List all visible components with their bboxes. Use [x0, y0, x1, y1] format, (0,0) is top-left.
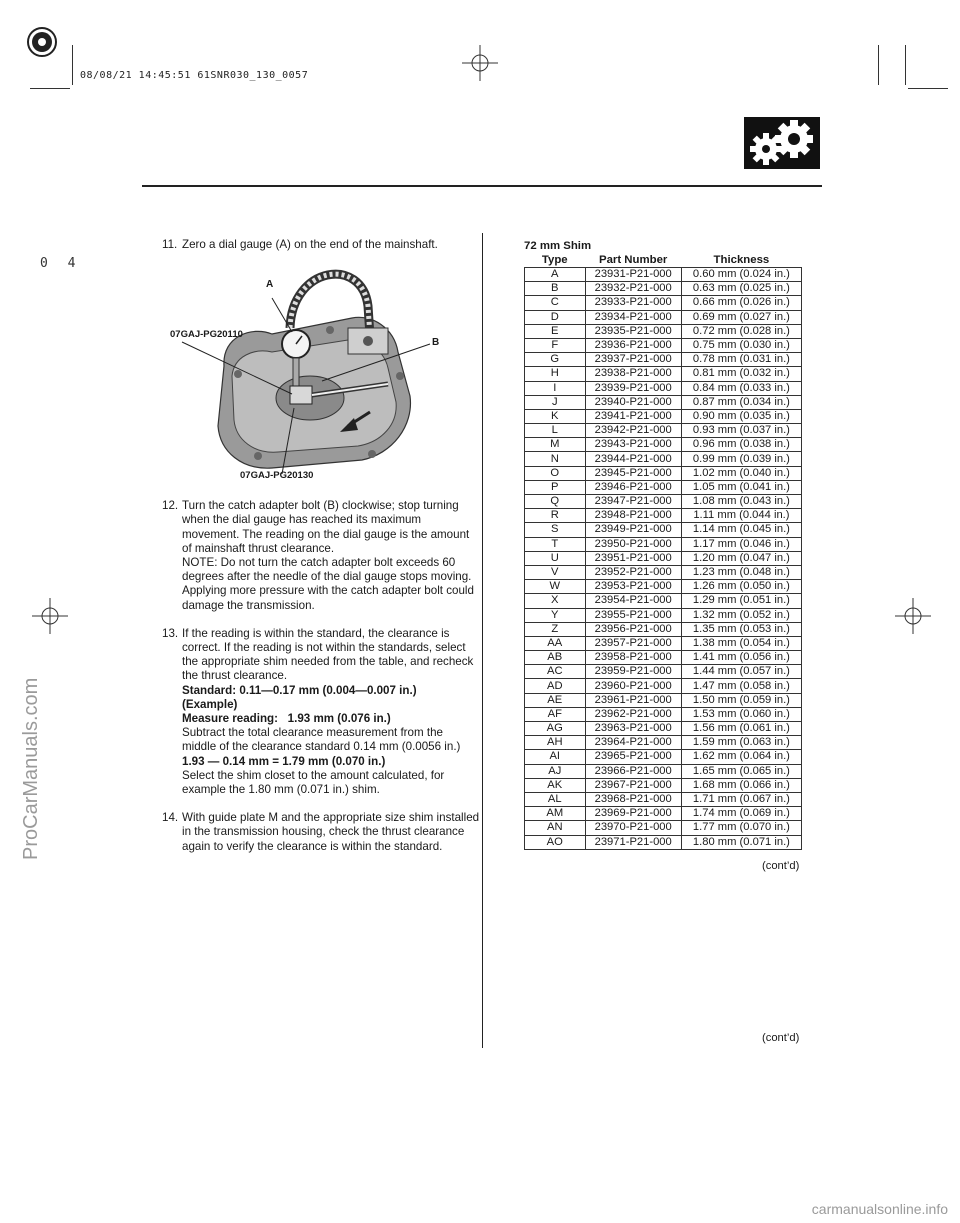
part-number-cell: 23935-P21-000 [585, 324, 681, 338]
table-row [525, 580, 802, 594]
table-header-row [525, 253, 802, 268]
table-row [525, 821, 802, 835]
thickness-cell: 1.32 mm (0.052 in.) [681, 608, 801, 622]
table-title: 72 mm Shim [524, 240, 592, 252]
table-row [525, 551, 802, 565]
type-cell: V [525, 565, 586, 579]
part-number-cell: 23955-P21-000 [585, 608, 681, 622]
type-cell: I [525, 381, 586, 395]
thickness-cell: 0.72 mm (0.028 in.) [681, 324, 801, 338]
type-cell: AL [525, 792, 586, 806]
gears-icon [744, 117, 820, 169]
type-cell: E [525, 324, 586, 338]
part-number-cell: 23945-P21-000 [585, 466, 681, 480]
type-cell: AK [525, 778, 586, 792]
crop-mark [908, 88, 948, 89]
type-cell: H [525, 367, 586, 381]
part-number-cell: 23951-P21-000 [585, 551, 681, 565]
table-row [525, 679, 802, 693]
thickness-cell: 0.84 mm (0.033 in.) [681, 381, 801, 395]
part-number-cell: 23943-P21-000 [585, 438, 681, 452]
table-row [525, 324, 802, 338]
type-cell: T [525, 537, 586, 551]
table-row [525, 622, 802, 636]
table-row [525, 395, 802, 409]
part-number-cell: 23934-P21-000 [585, 310, 681, 324]
thickness-cell: 1.05 mm (0.041 in.) [681, 480, 801, 494]
thickness-cell: 1.02 mm (0.040 in.) [681, 466, 801, 480]
thickness-cell: 0.96 mm (0.038 in.) [681, 438, 801, 452]
table-row [525, 750, 802, 764]
thickness-cell: 1.71 mm (0.067 in.) [681, 792, 801, 806]
thickness-cell: 0.69 mm (0.027 in.) [681, 310, 801, 324]
thickness-cell: 1.38 mm (0.054 in.) [681, 636, 801, 650]
thickness-cell: 1.65 mm (0.065 in.) [681, 764, 801, 778]
header-type: Type [541, 254, 568, 266]
part-number-cell: 23947-P21-000 [585, 495, 681, 509]
thickness-cell: 0.75 mm (0.030 in.) [681, 338, 801, 352]
part-number-cell: 23954-P21-000 [585, 594, 681, 608]
table-row [525, 651, 802, 665]
type-cell: AF [525, 707, 586, 721]
thickness-cell: 0.90 mm (0.035 in.) [681, 409, 801, 423]
type-cell: Y [525, 608, 586, 622]
standard-spec: Standard: 0.11—0.17 mm (0.004—0.007 in.) [182, 683, 417, 697]
type-cell: AC [525, 665, 586, 679]
select-instruction: Select the shim closet to the amount calculated, for example the 1.80 mm (0.071 in.) shim. [182, 768, 445, 797]
thickness-cell: 1.20 mm (0.047 in.) [681, 551, 801, 565]
table-row [525, 509, 802, 523]
thickness-cell: 1.23 mm (0.048 in.) [681, 565, 801, 579]
table-row [525, 310, 802, 324]
part-number-cell: 23969-P21-000 [585, 807, 681, 821]
type-cell: AD [525, 679, 586, 693]
thickness-cell: 1.41 mm (0.056 in.) [681, 651, 801, 665]
watermark-side: ProCarManuals.com [20, 677, 42, 860]
registration-crosshair-left [32, 598, 68, 639]
part-number-cell: 23948-P21-000 [585, 509, 681, 523]
table-body [525, 268, 802, 850]
crosshair-icon [32, 598, 68, 634]
part-number-cell: 23933-P21-000 [585, 296, 681, 310]
crop-mark [30, 88, 70, 89]
subtract-instruction: Subtract the total clearance measurement from the middle of the clearance standard 0.14 mm (0.0056 in.) [182, 726, 461, 754]
part-number-cell: 23946-P21-000 [585, 480, 681, 494]
table-row [525, 452, 802, 466]
thickness-cell: 0.93 mm (0.037 in.) [681, 424, 801, 438]
step-text: Turn the catch adapter bolt (B) clockwise; stop turning when the dial gauge has reached its maximum movement. The reading on the dial gauge is the amount of mainshaft thrust clearance. [182, 499, 470, 555]
type-cell: K [525, 409, 586, 423]
type-cell: A [525, 268, 586, 282]
type-cell: AN [525, 821, 586, 835]
step-11 [162, 238, 480, 252]
continued-upper: (cont’d) [762, 860, 800, 872]
part-number-cell: 23964-P21-000 [585, 736, 681, 750]
part-number-cell: 23956-P21-000 [585, 622, 681, 636]
crop-mark [878, 45, 879, 85]
type-cell: Q [525, 495, 586, 509]
type-cell: AG [525, 722, 586, 736]
thickness-cell: 1.14 mm (0.045 in.) [681, 523, 801, 537]
thickness-cell: 1.53 mm (0.060 in.) [681, 707, 801, 721]
thickness-cell: 1.68 mm (0.066 in.) [681, 778, 801, 792]
thickness-cell: 0.87 mm (0.034 in.) [681, 395, 801, 409]
part-number-cell: 23950-P21-000 [585, 537, 681, 551]
table-row [525, 565, 802, 579]
type-cell: M [525, 438, 586, 452]
step-number: 14. [162, 811, 179, 825]
part-number-cell: 23971-P21-000 [585, 835, 681, 849]
step-text: If the reading is within the standard, the clearance is correct. If the reading is not within the standards, select the appropriate shim needed from the table, and recheck the thrust clearance. [182, 626, 474, 683]
step-12 [162, 499, 480, 613]
part-number-cell: 23960-P21-000 [585, 679, 681, 693]
table-row [525, 438, 802, 452]
crosshair-icon [895, 598, 931, 634]
table-row [525, 736, 802, 750]
type-cell: C [525, 296, 586, 310]
part-number-cell: 23931-P21-000 [585, 268, 681, 282]
page-marker: 0 4 [40, 256, 82, 271]
type-cell: AE [525, 693, 586, 707]
thickness-cell: 1.50 mm (0.059 in.) [681, 693, 801, 707]
table-row [525, 381, 802, 395]
table-row [525, 296, 802, 310]
type-cell: G [525, 353, 586, 367]
table-row [525, 835, 802, 849]
dial-gauge-illustration [162, 256, 480, 481]
step-number: 11. [162, 238, 178, 251]
type-cell: B [525, 282, 586, 296]
table-row [525, 282, 802, 296]
registration-mark-top-left [22, 22, 62, 67]
shim-table-section [524, 240, 814, 850]
type-cell: L [525, 424, 586, 438]
thickness-cell: 1.56 mm (0.061 in.) [681, 722, 801, 736]
part-number-cell: 23944-P21-000 [585, 452, 681, 466]
thickness-cell: 0.66 mm (0.026 in.) [681, 296, 801, 310]
part-number-cell: 23939-P21-000 [585, 381, 681, 395]
header-part-number: Part Number [598, 254, 668, 266]
table-row [525, 495, 802, 509]
tool-label-pg20130: 07GAJ-PG20130 [240, 470, 314, 482]
table-row [525, 338, 802, 352]
part-number-cell: 23958-P21-000 [585, 651, 681, 665]
tool-label-pg20110: 07GAJ-PG20110 [170, 329, 243, 341]
table-row [525, 665, 802, 679]
type-cell: W [525, 580, 586, 594]
type-cell: AJ [525, 764, 586, 778]
part-number-cell: 23949-P21-000 [585, 523, 681, 537]
thickness-cell: 1.35 mm (0.053 in.) [681, 622, 801, 636]
thickness-cell: 1.47 mm (0.058 in.) [681, 679, 801, 693]
step-13 [162, 627, 480, 797]
label-a: A [266, 279, 274, 291]
part-number-cell: 23968-P21-000 [585, 792, 681, 806]
table-row [525, 367, 802, 381]
thickness-cell: 0.78 mm (0.031 in.) [681, 353, 801, 367]
type-cell: X [525, 594, 586, 608]
example-heading: (Example) [182, 697, 238, 711]
part-number-cell: 23953-P21-000 [585, 580, 681, 594]
thickness-cell: 0.99 mm (0.039 in.) [681, 452, 801, 466]
type-cell: AI [525, 750, 586, 764]
thickness-cell: 0.81 mm (0.032 in.) [681, 367, 801, 381]
part-number-cell: 23965-P21-000 [585, 750, 681, 764]
procedure-steps [162, 238, 480, 868]
part-number-cell: 23970-P21-000 [585, 821, 681, 835]
table-row [525, 537, 802, 551]
type-cell: AA [525, 636, 586, 650]
type-cell: AB [525, 651, 586, 665]
type-cell: F [525, 338, 586, 352]
table-row [525, 693, 802, 707]
thickness-cell: 0.63 mm (0.025 in.) [681, 282, 801, 296]
crosshair-icon [462, 45, 498, 81]
table-row [525, 594, 802, 608]
step-note: NOTE: Do not turn the catch adapter bolt exceeds 60 degrees after the needle of the dial gauge stops moving. Applying more pressure with the catch adapter bolt could damage the transmission. [182, 556, 474, 612]
part-number-cell: 23938-P21-000 [585, 367, 681, 381]
table-row [525, 608, 802, 622]
crop-mark [905, 45, 906, 85]
type-cell: R [525, 509, 586, 523]
print-stamp: 08/08/21 14:45:51 61SNR030_130_0057 [80, 70, 309, 81]
table-row [525, 707, 802, 721]
table-row [525, 523, 802, 537]
thickness-cell: 1.17 mm (0.046 in.) [681, 537, 801, 551]
thickness-cell: 1.29 mm (0.051 in.) [681, 594, 801, 608]
section-icon-box [744, 117, 820, 169]
part-number-cell: 23963-P21-000 [585, 722, 681, 736]
type-cell: U [525, 551, 586, 565]
part-number-cell: 23961-P21-000 [585, 693, 681, 707]
watermark-bottom: carmanualsonline.info [811, 1201, 948, 1217]
header-rule [142, 185, 822, 187]
type-cell: J [525, 395, 586, 409]
thickness-cell: 1.59 mm (0.063 in.) [681, 736, 801, 750]
dial-gauge-figure [162, 256, 480, 481]
step-number: 13. [162, 626, 179, 640]
step-14 [162, 811, 480, 854]
thickness-cell: 1.74 mm (0.069 in.) [681, 807, 801, 821]
table-row [525, 424, 802, 438]
table-row [525, 466, 802, 480]
type-cell: AO [525, 835, 586, 849]
table-row [525, 764, 802, 778]
shim-table [524, 253, 802, 850]
thickness-cell: 1.44 mm (0.057 in.) [681, 665, 801, 679]
table-row [525, 807, 802, 821]
type-cell: O [525, 466, 586, 480]
registration-crosshair-right [895, 598, 931, 639]
continued-lower: (cont’d) [762, 1032, 800, 1044]
part-number-cell: 23942-P21-000 [585, 424, 681, 438]
type-cell: D [525, 310, 586, 324]
thickness-cell: 1.11 mm (0.044 in.) [681, 509, 801, 523]
step-text: With guide plate M and the appropriate size shim installed in the transmission housing, check the thrust clearance again to verify the clearance is within the standard. [182, 811, 480, 853]
table-row [525, 268, 802, 282]
part-number-cell: 23952-P21-000 [585, 565, 681, 579]
part-number-cell: 23957-P21-000 [585, 636, 681, 650]
part-number-cell: 23962-P21-000 [585, 707, 681, 721]
part-number-cell: 23959-P21-000 [585, 665, 681, 679]
table-row [525, 636, 802, 650]
thickness-cell: 0.60 mm (0.024 in.) [681, 268, 801, 282]
header-thickness: Thickness [713, 254, 770, 266]
part-number-cell: 23966-P21-000 [585, 764, 681, 778]
part-number-cell: 23941-P21-000 [585, 409, 681, 423]
thickness-cell: 1.62 mm (0.064 in.) [681, 750, 801, 764]
crop-mark [72, 45, 73, 85]
part-number-cell: 23940-P21-000 [585, 395, 681, 409]
thickness-cell: 1.80 mm (0.071 in.) [681, 835, 801, 849]
thickness-cell: 1.26 mm (0.050 in.) [681, 580, 801, 594]
type-cell: AH [525, 736, 586, 750]
column-divider [482, 233, 483, 1048]
step-text: Zero a dial gauge (A) on the end of the mainshaft. [182, 238, 438, 251]
type-cell: P [525, 480, 586, 494]
measure-reading: Measure reading: 1.93 mm (0.076 in.) [182, 712, 391, 726]
calculation: 1.93 — 0.14 mm = 1.79 mm (0.070 in.) [182, 754, 386, 768]
type-cell: Z [525, 622, 586, 636]
table-row [525, 353, 802, 367]
label-b: B [432, 337, 440, 349]
type-cell: AM [525, 807, 586, 821]
table-row [525, 778, 802, 792]
part-number-cell: 23936-P21-000 [585, 338, 681, 352]
type-cell: S [525, 523, 586, 537]
part-number-cell: 23937-P21-000 [585, 353, 681, 367]
type-cell: N [525, 452, 586, 466]
thickness-cell: 1.77 mm (0.070 in.) [681, 821, 801, 835]
registration-crosshair-top [462, 45, 498, 86]
part-number-cell: 23967-P21-000 [585, 778, 681, 792]
table-row [525, 409, 802, 423]
table-row [525, 722, 802, 736]
thickness-cell: 1.08 mm (0.043 in.) [681, 495, 801, 509]
table-row [525, 792, 802, 806]
table-row [525, 480, 802, 494]
registration-target-icon [22, 22, 62, 62]
step-number: 12. [162, 499, 179, 513]
part-number-cell: 23932-P21-000 [585, 282, 681, 296]
